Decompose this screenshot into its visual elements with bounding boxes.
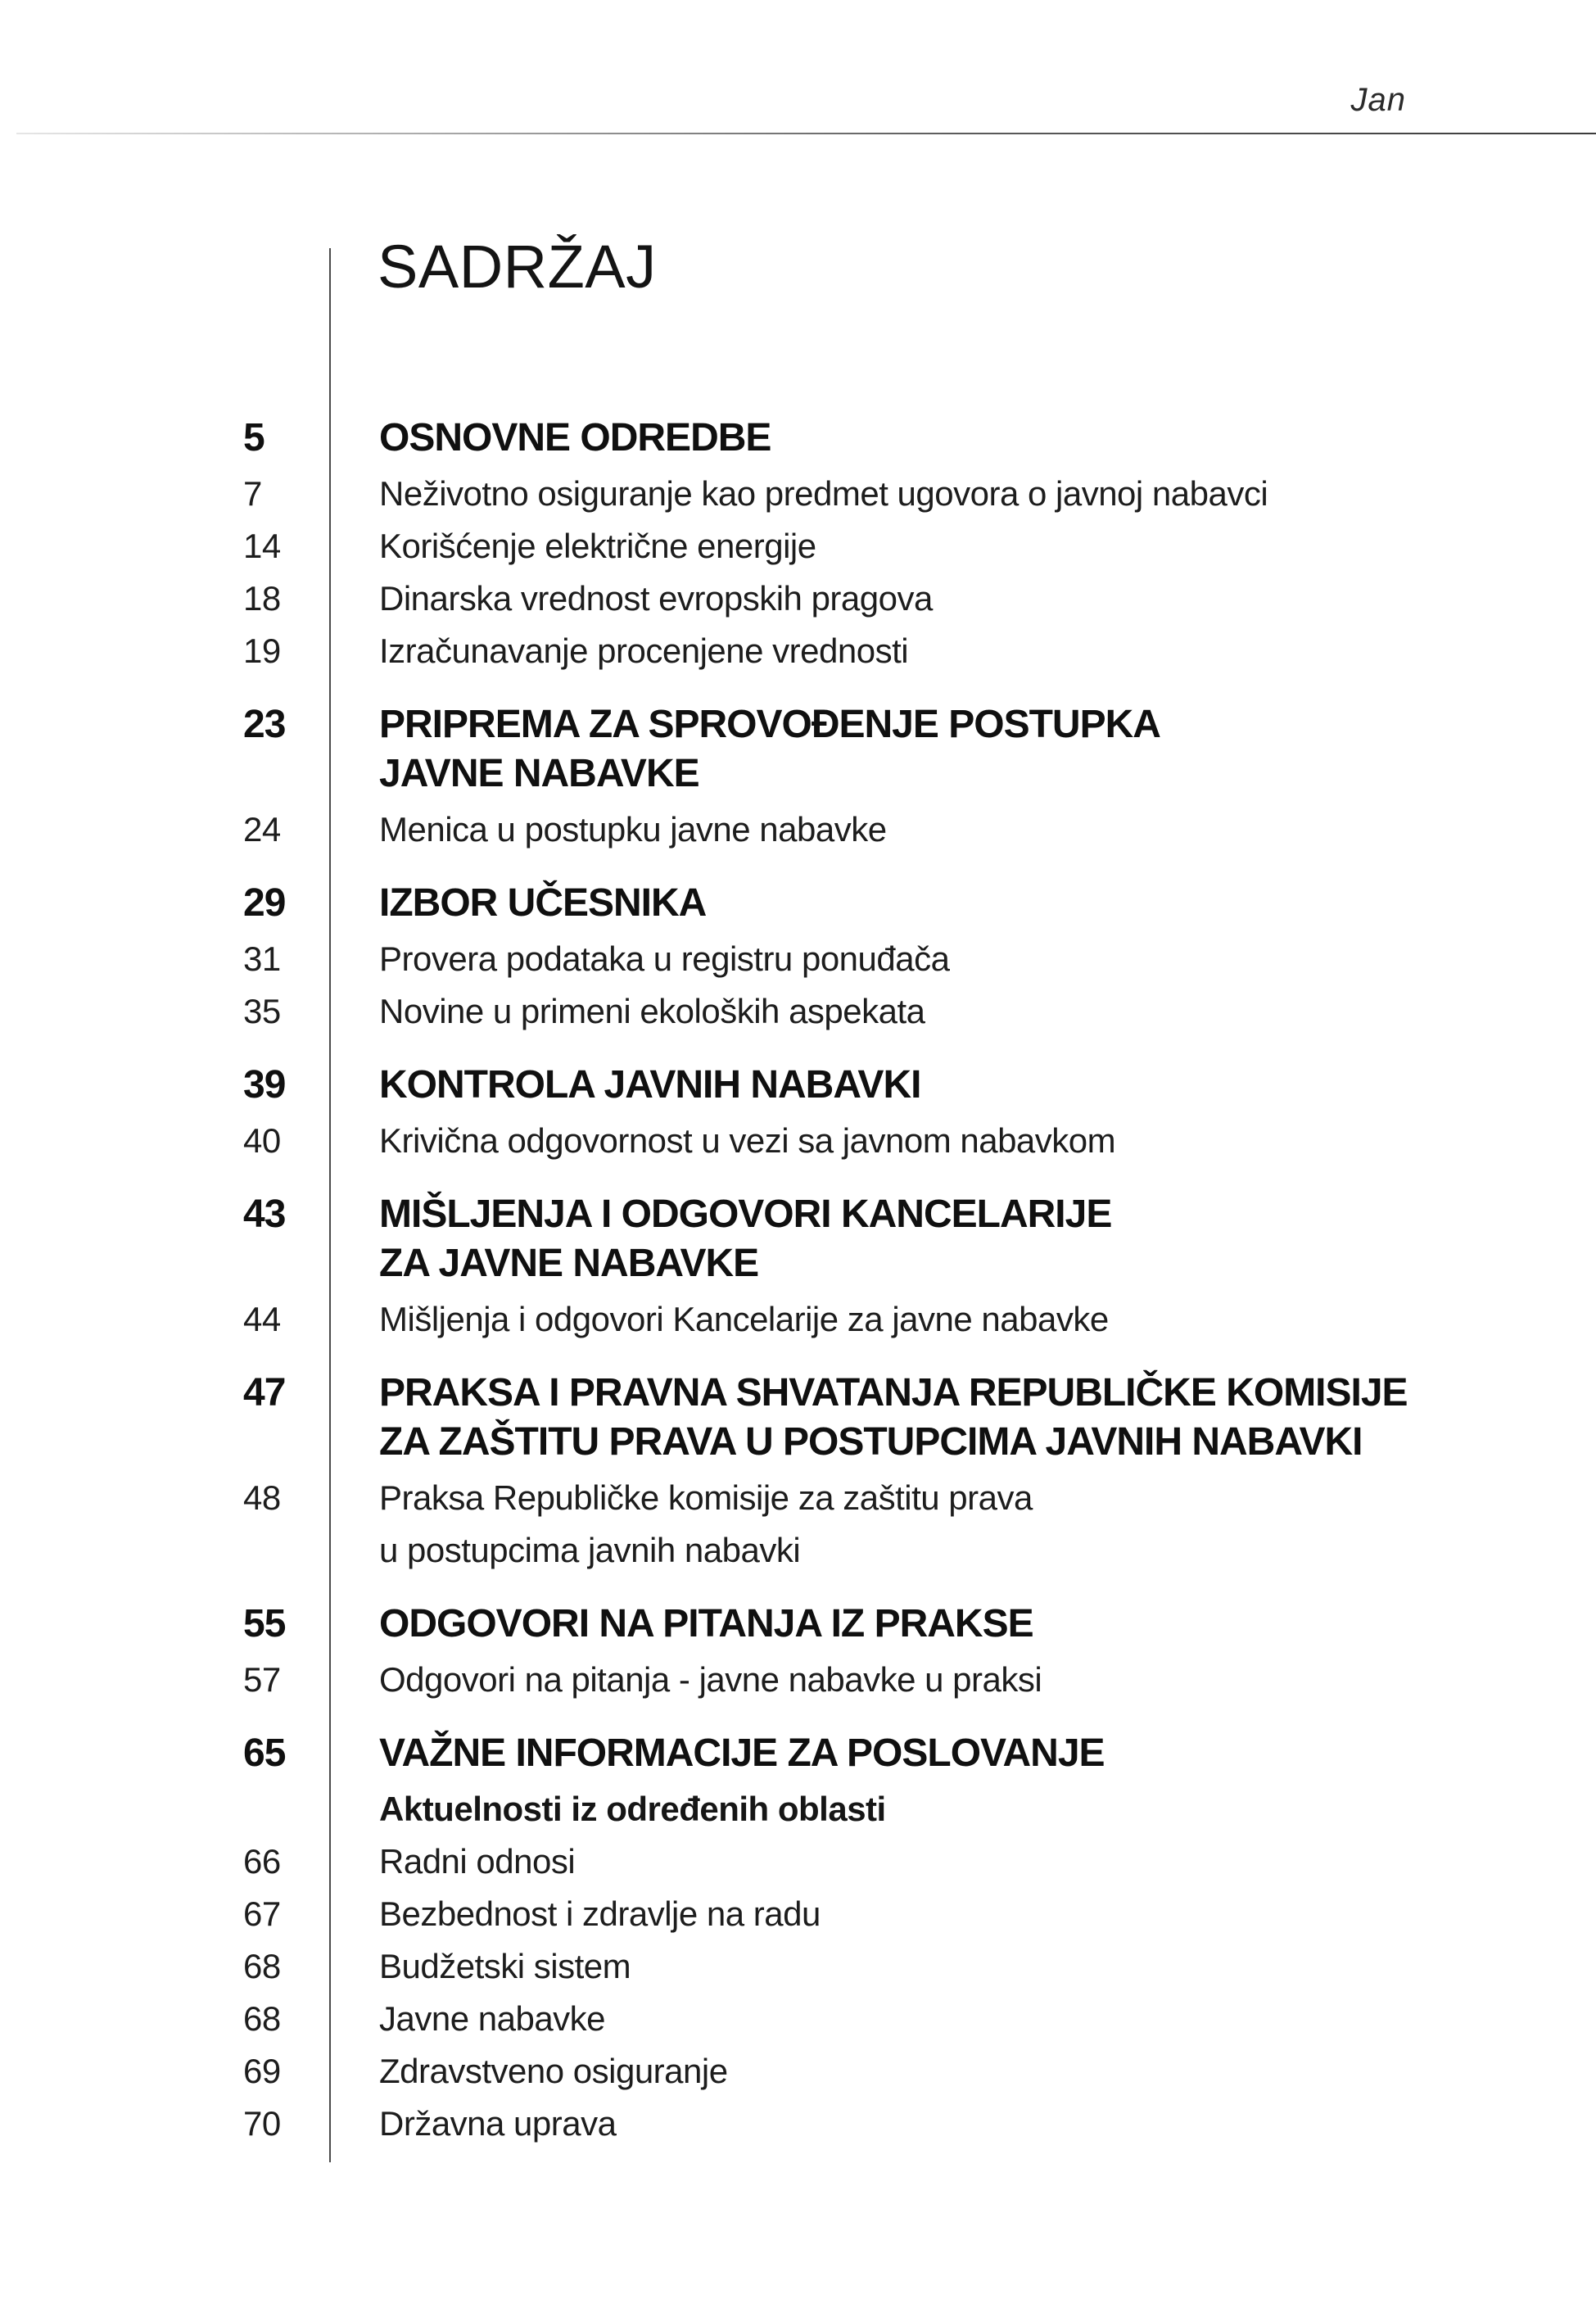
toc-entry-page-number: 5	[243, 416, 264, 459]
toc-entry-label	[379, 879, 1547, 928]
toc-entry-label-line: Izračunavanje procenjene vrednosti	[379, 631, 909, 670]
toc-entry-page-number: 18	[243, 579, 281, 618]
toc-entry-page-number: 23	[243, 703, 286, 746]
toc-entry-page-number: 31	[243, 939, 281, 978]
toc-item-row	[243, 1115, 1547, 1167]
toc-entry-page-number: 44	[243, 1300, 281, 1338]
toc-entry-label-line: Državna uprava	[379, 2104, 617, 2143]
toc-entry-page-number: 39	[243, 1063, 286, 1107]
toc-entry-label	[379, 1115, 1547, 1167]
toc-entry-label	[379, 1190, 1547, 1288]
toc-entry-page-number: 48	[243, 1478, 281, 1517]
toc-entry-page-number: 43	[243, 1193, 286, 1236]
toc-entry-label-line: Javne nabavke	[379, 1999, 606, 2038]
toc-entry-label-line: PRIPREMA ZA SPROVOĐENJE POSTUPKA	[379, 703, 1160, 746]
toc-entry-label-line: Krivična odgovornost u vezi sa javnom nabavkom	[379, 1121, 1116, 1160]
toc-item-row	[243, 933, 1547, 985]
toc-item-row	[243, 985, 1547, 1038]
toc-entry-page-number: 55	[243, 1602, 286, 1645]
toc-entry-label-line: VAŽNE INFORMACIJE ZA POSLOVANJE	[379, 1731, 1105, 1775]
toc-item-row	[243, 1654, 1547, 1706]
toc-entry-label	[379, 700, 1547, 799]
toc-entry-label-line: Novine u primeni ekoloških aspekata	[379, 992, 925, 1030]
toc-entry-label	[379, 1600, 1547, 1649]
toc-entry-label	[379, 1835, 1547, 1888]
toc-section-row	[243, 414, 1547, 463]
toc-item-row	[243, 2098, 1547, 2150]
toc-item-row	[243, 803, 1547, 856]
toc-entry-label-line: IZBOR UČESNIKA	[379, 881, 707, 925]
toc-entry-label	[379, 468, 1547, 520]
toc-entry-label-line: ODGOVORI NA PITANJA IZ PRAKSE	[379, 1602, 1033, 1645]
header-rule	[16, 133, 1596, 134]
toc-entry-page-number: 65	[243, 1731, 286, 1775]
toc-entry-label-line: Dinarska vrednost evropskih pragova	[379, 579, 933, 618]
toc-item-row	[243, 1888, 1547, 1940]
toc-section-row	[243, 700, 1547, 799]
toc-entry-label	[379, 985, 1547, 1038]
toc-entry-label	[379, 803, 1547, 856]
toc-item-row	[243, 1293, 1547, 1346]
toc-entry-label	[379, 1293, 1547, 1346]
toc-item-row	[243, 1993, 1547, 2045]
toc-entry-label-line: Radni odnosi	[379, 1842, 576, 1881]
toc-section-row	[243, 1600, 1547, 1649]
toc-item-row	[243, 573, 1547, 625]
toc-section-row	[243, 1061, 1547, 1110]
toc-entry-page-number: 68	[243, 1947, 281, 1985]
toc-entry-label	[379, 520, 1547, 573]
toc-entry-page-number: 47	[243, 1371, 286, 1414]
toc-entry-page-number: 35	[243, 992, 281, 1030]
toc-entry-label-line: Aktuelnosti iz određenih oblasti	[379, 1790, 886, 1828]
toc-entry-label	[379, 1783, 1547, 1835]
toc-entry-label-line: Neživotno osiguranje kao predmet ugovora o javnoj nabavci	[379, 474, 1268, 513]
toc-entry-label	[379, 2045, 1547, 2098]
toc-entry-label-line: ZA ZAŠTITU PRAVA U POSTUPCIMA JAVNIH NABAVKI	[379, 1420, 1363, 1464]
toc-entry-label-line: Bezbednost i zdravlje na radu	[379, 1894, 821, 1933]
toc-entry-page-number: 66	[243, 1842, 281, 1881]
toc-entry-label	[379, 1888, 1547, 1940]
toc-entry-page-number: 29	[243, 881, 286, 925]
toc-entry-label	[379, 1061, 1547, 1110]
toc-entry-label-line: Odgovori na pitanja - javne nabavke u praksi	[379, 1660, 1042, 1699]
toc-entry-page-number: 69	[243, 2052, 281, 2090]
toc-entry-label	[379, 1729, 1547, 1778]
toc-subheading-row	[243, 1783, 1547, 1835]
toc-entry-label-line: u postupcima javnih nabavki	[379, 1531, 801, 1569]
toc-entry-page-number: 57	[243, 1660, 281, 1699]
toc-entry-label-line: Mišljenja i odgovori Kancelarije za javne nabavke	[379, 1300, 1109, 1338]
toc-item-row	[243, 1940, 1547, 1993]
toc-entry-page-number: 14	[243, 527, 281, 565]
toc-entry-label-line: Korišćenje električne energije	[379, 527, 816, 565]
toc-entry-label	[379, 2098, 1547, 2150]
toc-entry-label	[379, 625, 1547, 677]
toc-entry-page-number: 68	[243, 1999, 281, 2038]
toc-entry-page-number: 67	[243, 1894, 281, 1933]
toc-item-row	[243, 468, 1547, 520]
toc-entry-page-number: 24	[243, 810, 281, 849]
toc-entry-label	[379, 1940, 1547, 1993]
toc-entry-page-number: 40	[243, 1121, 281, 1160]
toc-section-row	[243, 1369, 1547, 1467]
toc-section-row	[243, 879, 1547, 928]
toc-entry-label-line: Zdravstveno osiguranje	[379, 2052, 728, 2090]
toc-entry-label	[379, 933, 1547, 985]
toc-entry-label-line: KONTROLA JAVNIH NABAVKI	[379, 1063, 921, 1107]
toc-entry-label-line: ZA JAVNE NABAVKE	[379, 1242, 759, 1285]
page-header-edition-label: Jan	[1350, 82, 1406, 118]
toc-list	[243, 414, 1547, 2150]
toc-entry-page-number: 7	[243, 474, 262, 513]
toc-entry-page-number: 70	[243, 2104, 281, 2143]
toc-item-row	[243, 1835, 1547, 1888]
toc-entry-label-line: JAVNE NABAVKE	[379, 752, 699, 795]
toc-entry-label-line: Budžetski sistem	[379, 1947, 631, 1985]
toc-entry-label	[379, 1369, 1547, 1467]
toc-entry-label	[379, 414, 1547, 463]
toc-section-row	[243, 1729, 1547, 1778]
toc-item-row	[243, 1472, 1547, 1577]
toc-section-row	[243, 1190, 1547, 1288]
toc-entry-label-line: Menica u postupku javne nabavke	[379, 810, 887, 849]
toc-entry-page-number: 19	[243, 631, 281, 670]
toc-entry-label	[379, 1472, 1547, 1577]
toc-entry-label-line: Provera podataka u registru ponuđača	[379, 939, 950, 978]
toc-entry-label-line: OSNOVNE ODREDBE	[379, 416, 771, 459]
toc-entry-label	[379, 1993, 1547, 2045]
toc-entry-label	[379, 573, 1547, 625]
toc-item-row	[243, 625, 1547, 677]
toc-entry-label-line: PRAKSA I PRAVNA SHVATANJA REPUBLIČKE KOMISIJE	[379, 1371, 1408, 1414]
toc-entry-label-line: Praksa Republičke komisije za zaštitu prava	[379, 1478, 1033, 1517]
toc-item-row	[243, 2045, 1547, 2098]
page-title: SADRŽAJ	[378, 233, 657, 301]
toc-entry-label-line: MIŠLJENJA I ODGOVORI KANCELARIJE	[379, 1193, 1112, 1236]
toc-entry-label	[379, 1654, 1547, 1706]
toc-item-row	[243, 520, 1547, 573]
